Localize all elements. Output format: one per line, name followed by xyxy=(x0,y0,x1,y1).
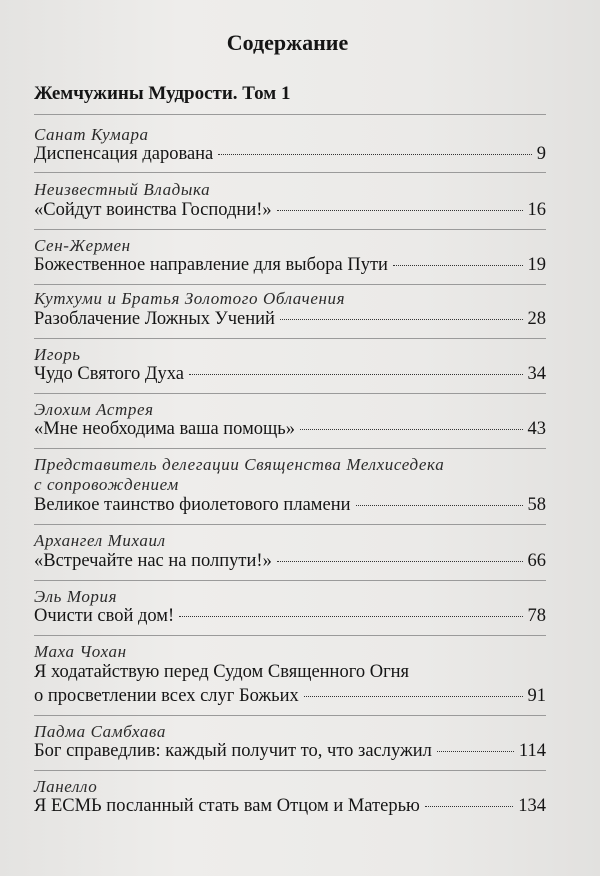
leader-dots xyxy=(437,751,514,752)
entry-author: Кутхуми и Братья Золотого Облачения xyxy=(34,289,346,308)
leader-dots xyxy=(280,319,523,320)
entry-author: Маха Чохан xyxy=(34,642,127,661)
leader-dots xyxy=(218,154,531,155)
divider xyxy=(34,393,546,394)
entry-author: Неизвестный Владыка xyxy=(34,180,211,199)
entry-author: Ланелло xyxy=(34,777,98,796)
toc-entry[interactable] xyxy=(34,364,546,388)
divider xyxy=(34,172,546,173)
entry-page: 58 xyxy=(527,495,546,515)
entry-title[interactable]: Я ходатайствую перед Судом Священного Огня xyxy=(34,662,410,682)
toc-entry[interactable] xyxy=(34,796,546,820)
leader-dots xyxy=(179,616,522,617)
toc-entry[interactable] xyxy=(34,255,546,279)
entry-page: 43 xyxy=(527,419,546,439)
leader-dots xyxy=(277,561,523,562)
toc-entry[interactable] xyxy=(34,686,546,710)
divider xyxy=(34,635,546,636)
entry-page: 134 xyxy=(518,796,546,816)
entry-title: Божественное направление для выбора Пути xyxy=(34,255,388,275)
entry-author: Падма Самбхава xyxy=(34,722,166,741)
divider xyxy=(34,338,546,339)
entry-page: 66 xyxy=(527,551,546,571)
entry-author: Эль Мория xyxy=(34,587,118,606)
entry-title: Я ЕСМЬ посланный стать вам Отцом и Матерью xyxy=(34,796,420,816)
entry-author: Санат Кумара xyxy=(34,125,149,144)
divider xyxy=(34,715,546,716)
divider xyxy=(34,524,546,525)
entry-author: Представитель делегации Священства Мелхиседека xyxy=(34,455,445,474)
page-title: Содержание xyxy=(226,30,349,55)
entry-page: 78 xyxy=(527,606,546,626)
leader-dots xyxy=(425,806,513,807)
entry-page: 114 xyxy=(518,741,546,761)
toc-entry[interactable] xyxy=(34,419,546,443)
entry-title: Бог справедлив: каждый получит то, что заслужил xyxy=(34,741,432,761)
entry-page: 9 xyxy=(536,144,546,164)
leader-dots xyxy=(189,374,523,375)
divider xyxy=(34,580,546,581)
entry-page: 34 xyxy=(527,364,546,384)
entry-author: Элохим Астрея xyxy=(34,400,154,419)
divider xyxy=(34,448,546,449)
toc-entry[interactable] xyxy=(34,144,546,168)
toc-entry[interactable] xyxy=(34,495,546,519)
entry-title: Очисти свой дом! xyxy=(34,606,175,626)
toc-entry[interactable] xyxy=(34,551,546,575)
entry-author-continued: с сопровождением xyxy=(34,475,179,494)
toc-entry[interactable] xyxy=(34,741,546,765)
entry-page: 19 xyxy=(527,255,546,275)
leader-dots xyxy=(356,505,523,506)
divider xyxy=(34,114,546,115)
entry-title: Диспенсация дарована xyxy=(34,144,214,164)
toc-entry[interactable] xyxy=(34,309,546,333)
entry-title: Разоблачение Ложных Учений xyxy=(34,309,275,329)
entry-title: «Сойдут воинства Господни!» xyxy=(34,200,272,220)
entry-page: 28 xyxy=(527,309,546,329)
entry-title: «Мне необходима ваша помощь» xyxy=(34,419,295,439)
entry-title: Великое таинство фиолетового пламени xyxy=(34,495,351,515)
entry-title-continued: о просветлении всех слуг Божьих xyxy=(34,686,299,706)
leader-dots xyxy=(300,429,523,430)
entry-page: 16 xyxy=(527,200,546,220)
volume-title: Жемчужины Мудрости. Том 1 xyxy=(34,83,291,104)
divider xyxy=(34,229,546,230)
entry-page: 91 xyxy=(527,686,546,706)
leader-dots xyxy=(304,696,523,697)
entry-author: Игорь xyxy=(34,345,81,364)
leader-dots xyxy=(277,210,523,211)
leader-dots xyxy=(393,265,523,266)
entry-title: «Встречайте нас на полпути!» xyxy=(34,551,272,571)
toc-entry[interactable] xyxy=(34,200,546,224)
entry-author: Архангел Михаил xyxy=(34,531,166,550)
entry-title: Чудо Святого Духа xyxy=(34,364,184,384)
divider xyxy=(34,770,546,771)
divider xyxy=(34,284,546,285)
toc-entry[interactable] xyxy=(34,606,546,630)
entry-author: Сен-Жермен xyxy=(34,236,131,255)
